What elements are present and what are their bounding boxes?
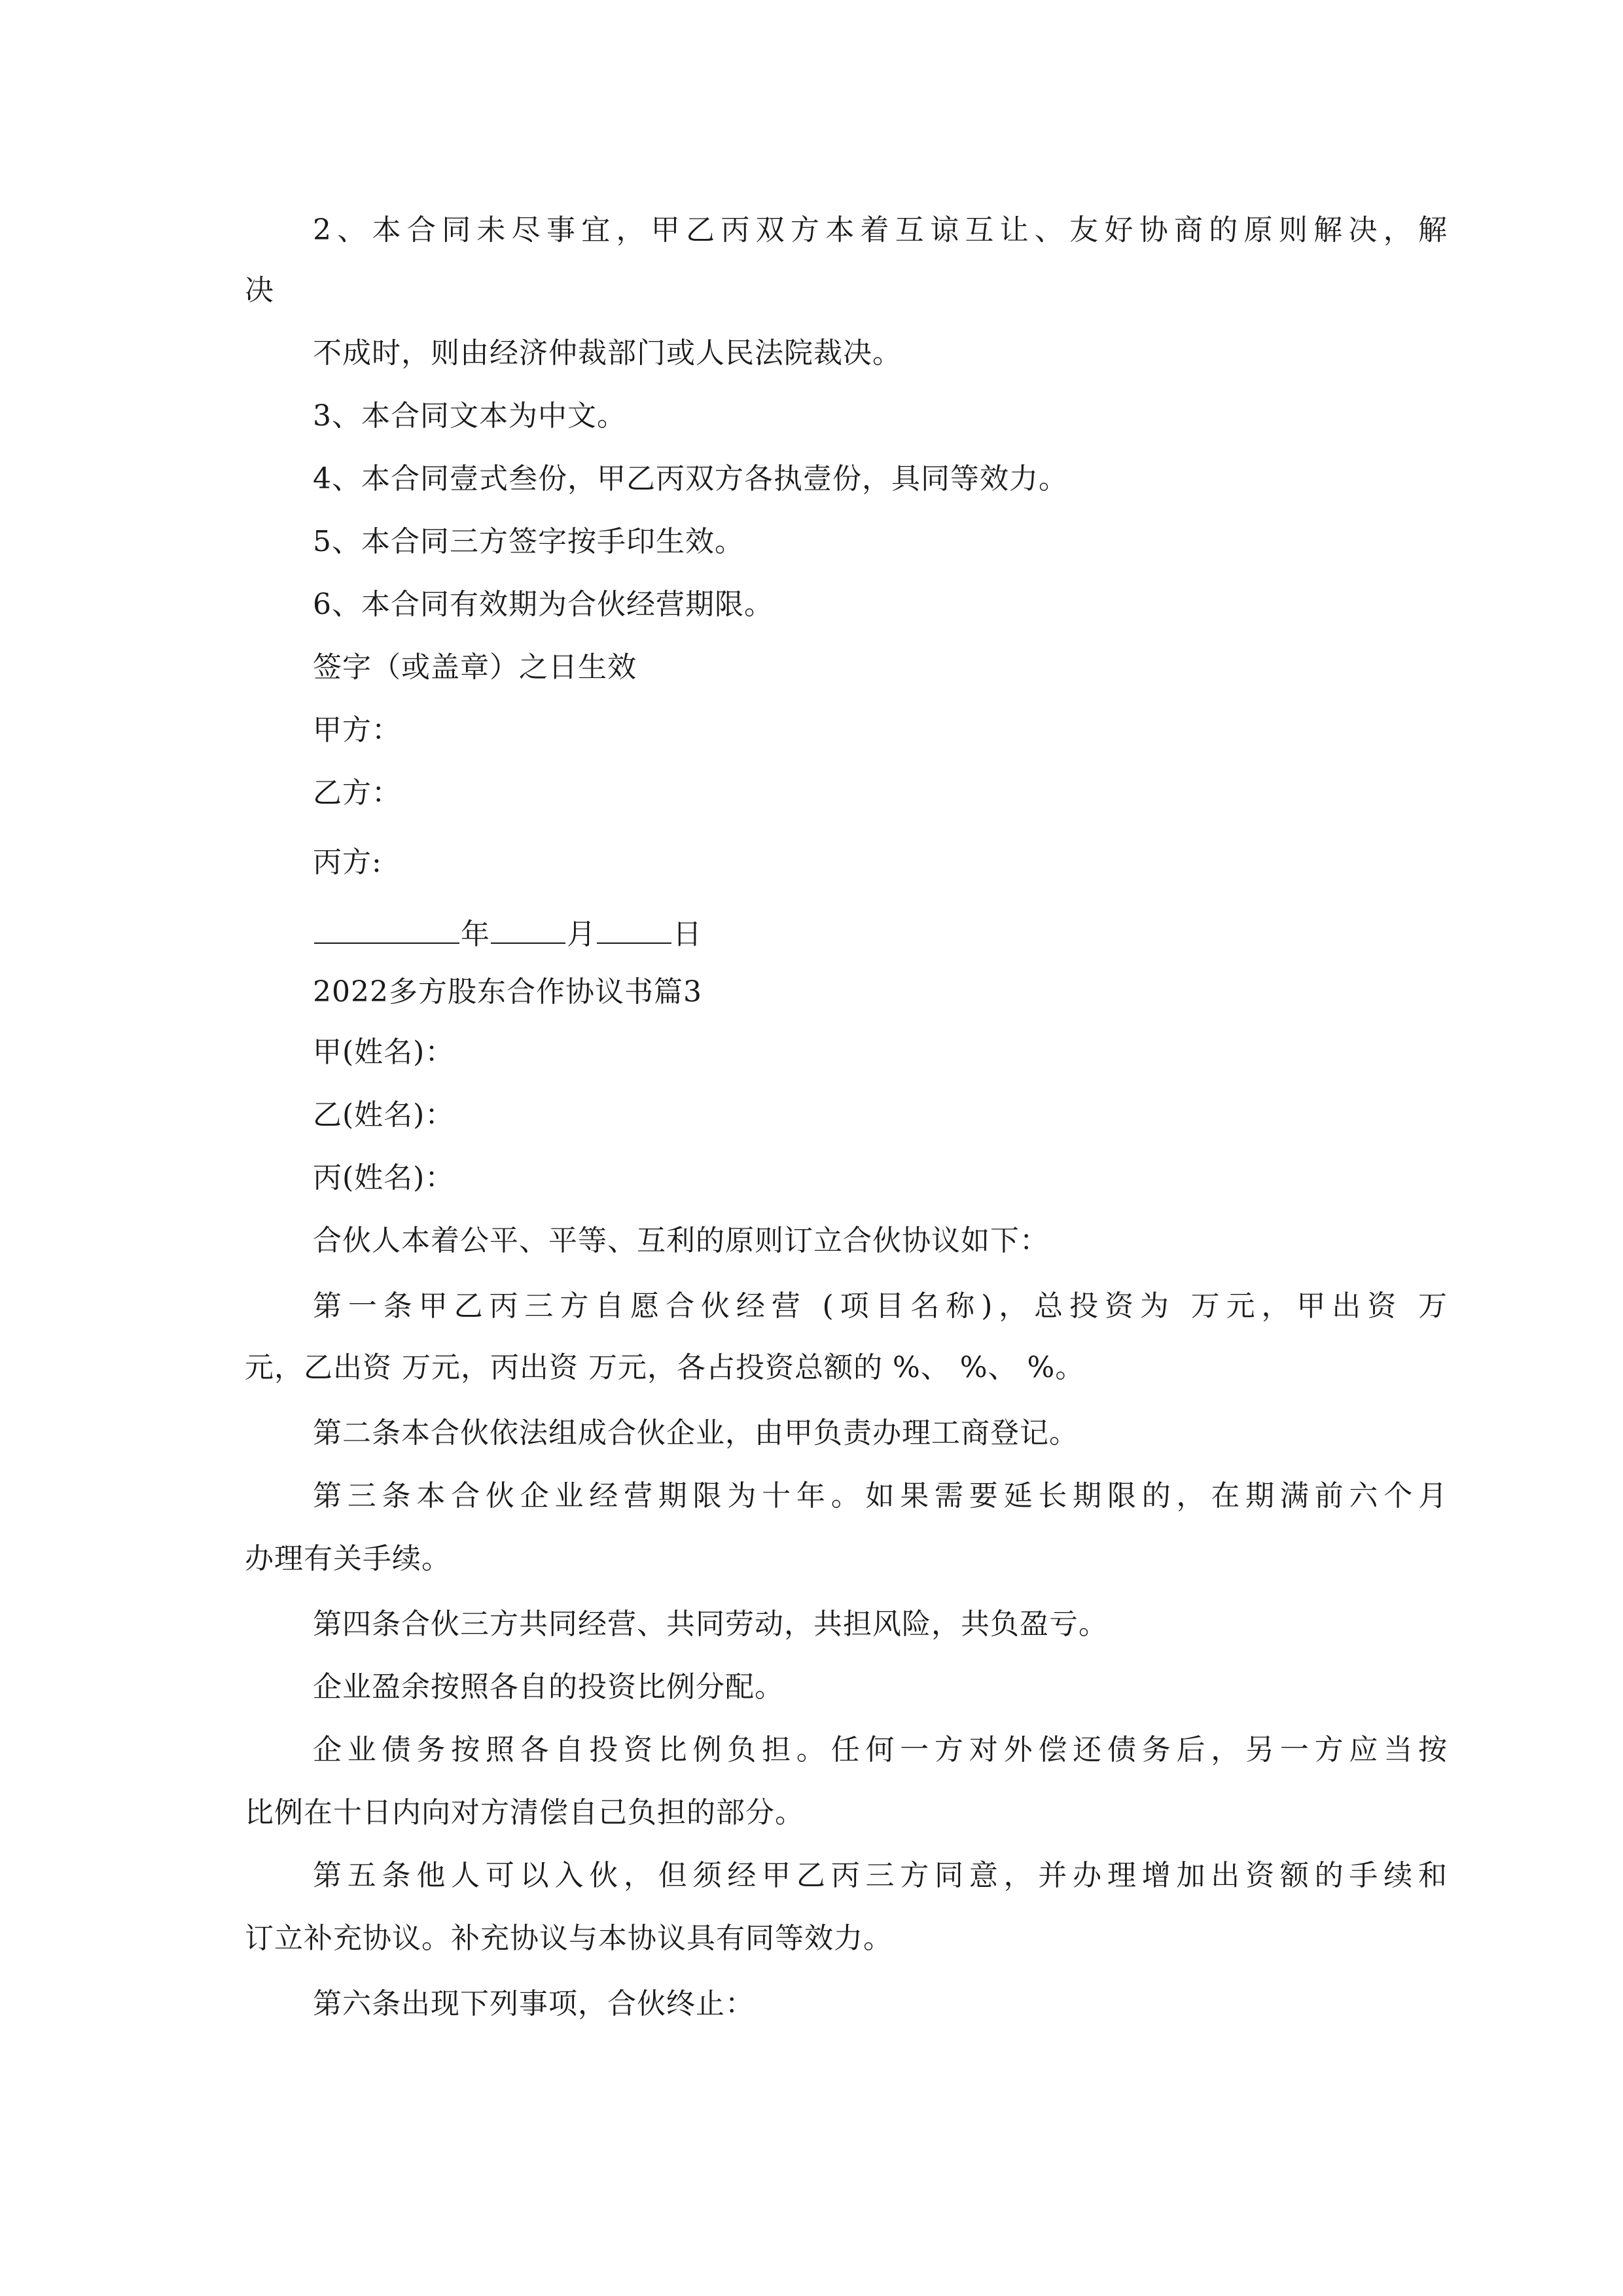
party-c-name-label: 丙(姓名)： (313, 1161, 455, 1194)
profit-distribution: 企业盈余按照各自的投资比例分配。 (313, 1670, 784, 1704)
year-blank (314, 911, 459, 944)
effective-note: 签字（或盖章）之日生效 (313, 651, 637, 684)
year-label: 年 (461, 918, 490, 951)
clause-6: 6、本合同有效期为合伙经营期限。 (313, 588, 774, 621)
article-4: 第四条合伙三方共同经营、共同劳动，共担风险，共负盈亏。 (313, 1607, 1108, 1641)
article-5-line-2: 订立补充协议。补充协议与本协议具有同等效力。 (245, 1922, 893, 1955)
clause-4: 4、本合同壹式叁份，甲乙丙双方各执壹份，具同等效力。 (313, 462, 1068, 495)
party-a-name-label: 甲(姓名)： (313, 1035, 455, 1069)
article-3-line-1: 第三条本合伙企业经营期限为十年。如果需要延长期限的，在期满前六个月 (313, 1479, 1448, 1513)
party-b-label: 乙方： (313, 776, 401, 810)
party-c-label: 丙方: (313, 846, 382, 879)
article-1-line-1: 第一条甲乙丙三方自愿合伙经营 (项目名称)，总投资为 万元，甲出资 万 (313, 1289, 1448, 1323)
article-6: 第六条出现下列事项，合伙终止： (313, 1987, 755, 2020)
clause-5: 5、本合同三方签字按手印生效。 (313, 525, 744, 558)
article-5-line-1: 第五条他人可以入伙，但须经甲乙丙三方同意，并办理增加出资额的手续和 (313, 1859, 1448, 1892)
clause-2-line-2: 决 (245, 274, 274, 307)
debt-line-1: 企业债务按照各自投资比例负担。任何一方对外偿还债务后，另一方应当按 (313, 1733, 1448, 1767)
month-blank (491, 911, 565, 944)
party-b-name-label: 乙(姓名)： (313, 1098, 455, 1132)
clause-2-line-3: 不成时，则由经济仲裁部门或人民法院裁决。 (313, 336, 902, 370)
section-heading: 2022多方股东合作协议书篇3 (313, 975, 702, 1009)
article-1-line-2: 元，乙出资 万元，丙出资 万元，各占投资总额的 %、 %、 %。 (245, 1351, 1085, 1384)
month-label: 月 (567, 918, 596, 951)
article-3-line-2: 办理有关手续。 (245, 1542, 451, 1575)
clause-3: 3、本合同文本为中文。 (313, 399, 626, 433)
day-blank (597, 911, 671, 944)
agreement-intro: 合伙人本着公平、平等、互利的原则订立合伙协议如下： (313, 1224, 1049, 1257)
party-a-label: 甲方： (313, 713, 401, 747)
article-2: 第二条本合伙依法组成合伙企业，由甲负责办理工商登记。 (313, 1416, 1079, 1450)
signing-date-line (313, 911, 702, 954)
day-label: 日 (673, 918, 702, 951)
debt-line-2: 比例在十日内向对方清偿自己负担的部分。 (245, 1796, 804, 1829)
clause-2-line-1: 2、本合同未尽事宜，甲乙丙双方本着互谅互让、友好协商的原则解决，解 (313, 213, 1448, 247)
